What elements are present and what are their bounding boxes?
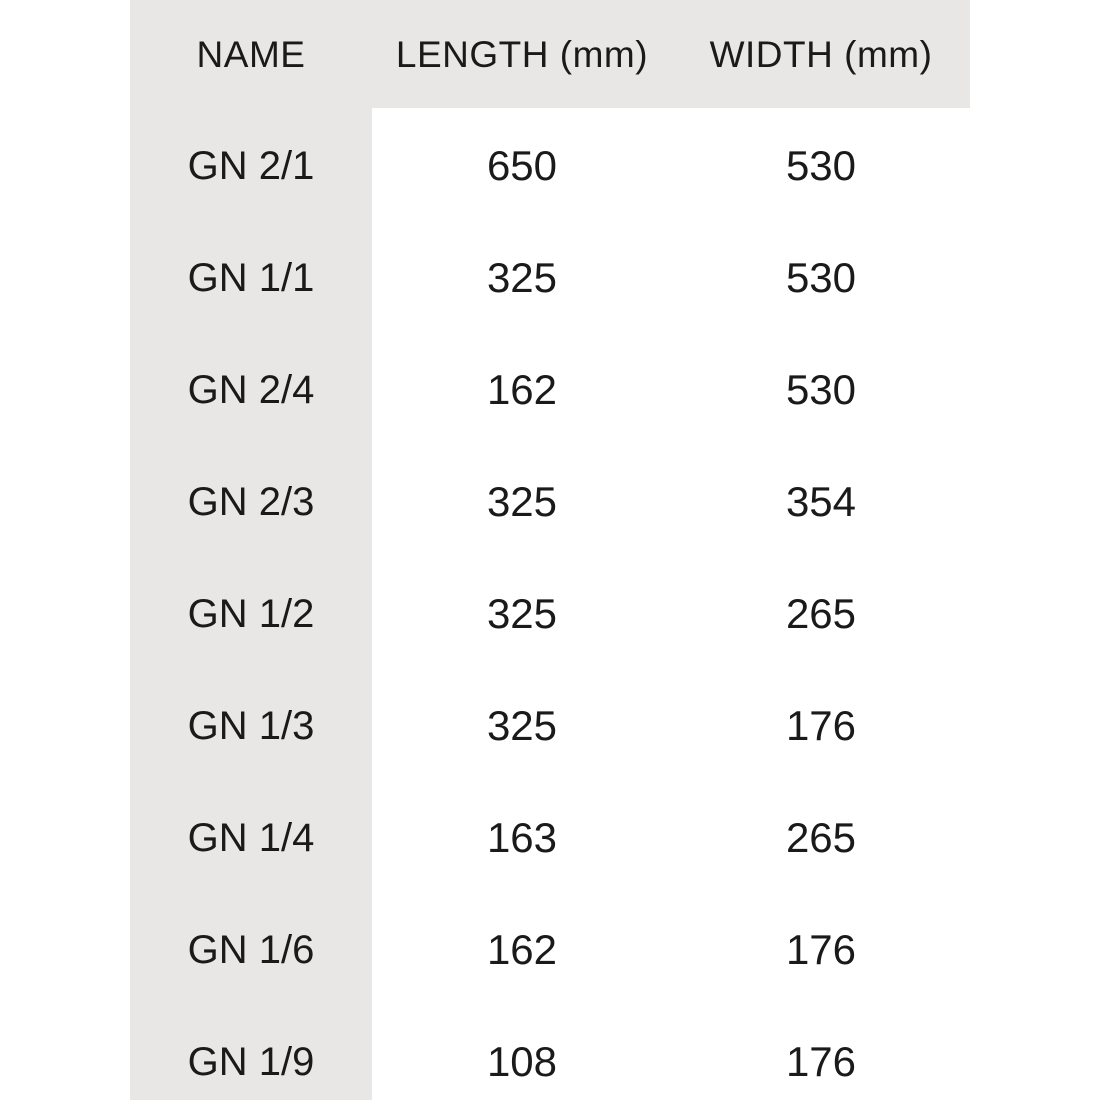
cell-length: 325 (486, 590, 558, 637)
table-row (130, 670, 970, 782)
table-header (130, 0, 970, 110)
cell-length: 650 (486, 142, 558, 189)
cell-width: 176 (785, 1038, 857, 1085)
cell-name: GN 1/6 (187, 927, 315, 972)
table-row (130, 334, 970, 446)
cell-name: GN 1/3 (187, 703, 315, 748)
cell-name: GN 1/1 (187, 255, 315, 300)
cell-length: 325 (486, 478, 558, 525)
cell-width: 176 (785, 926, 857, 973)
cell-width: 530 (785, 366, 857, 413)
table-row (130, 446, 970, 558)
cell-name: GN 2/3 (187, 479, 315, 524)
table-header-row (130, 0, 970, 110)
table-row (130, 894, 970, 1006)
cell-width: 530 (785, 142, 857, 189)
table-row (130, 222, 970, 334)
cell-width: 265 (785, 814, 857, 861)
column-header-width: WIDTH (mm) (709, 34, 933, 75)
cell-length: 163 (486, 814, 558, 861)
cell-width: 354 (785, 478, 857, 525)
cell-length: 162 (486, 366, 558, 413)
table-row (130, 110, 970, 222)
cell-width: 176 (785, 702, 857, 749)
cell-name: GN 1/2 (187, 591, 315, 636)
table-row (130, 782, 970, 894)
table-row (130, 1006, 970, 1118)
cell-name: GN 2/1 (187, 143, 315, 188)
cell-name: GN 2/4 (187, 367, 315, 412)
cell-name: GN 1/9 (187, 1039, 315, 1084)
cell-name: GN 1/4 (187, 815, 315, 860)
cell-length: 325 (486, 702, 558, 749)
cell-width: 265 (785, 590, 857, 637)
column-header-length: LENGTH (mm) (395, 34, 649, 75)
table-row (130, 558, 970, 670)
cell-length: 325 (486, 254, 558, 301)
table-body (130, 110, 970, 1118)
cell-length: 108 (486, 1038, 558, 1085)
cell-length: 162 (486, 926, 558, 973)
cell-width: 530 (785, 254, 857, 301)
spec-table (130, 0, 970, 1118)
column-header-name: NAME (196, 34, 306, 75)
